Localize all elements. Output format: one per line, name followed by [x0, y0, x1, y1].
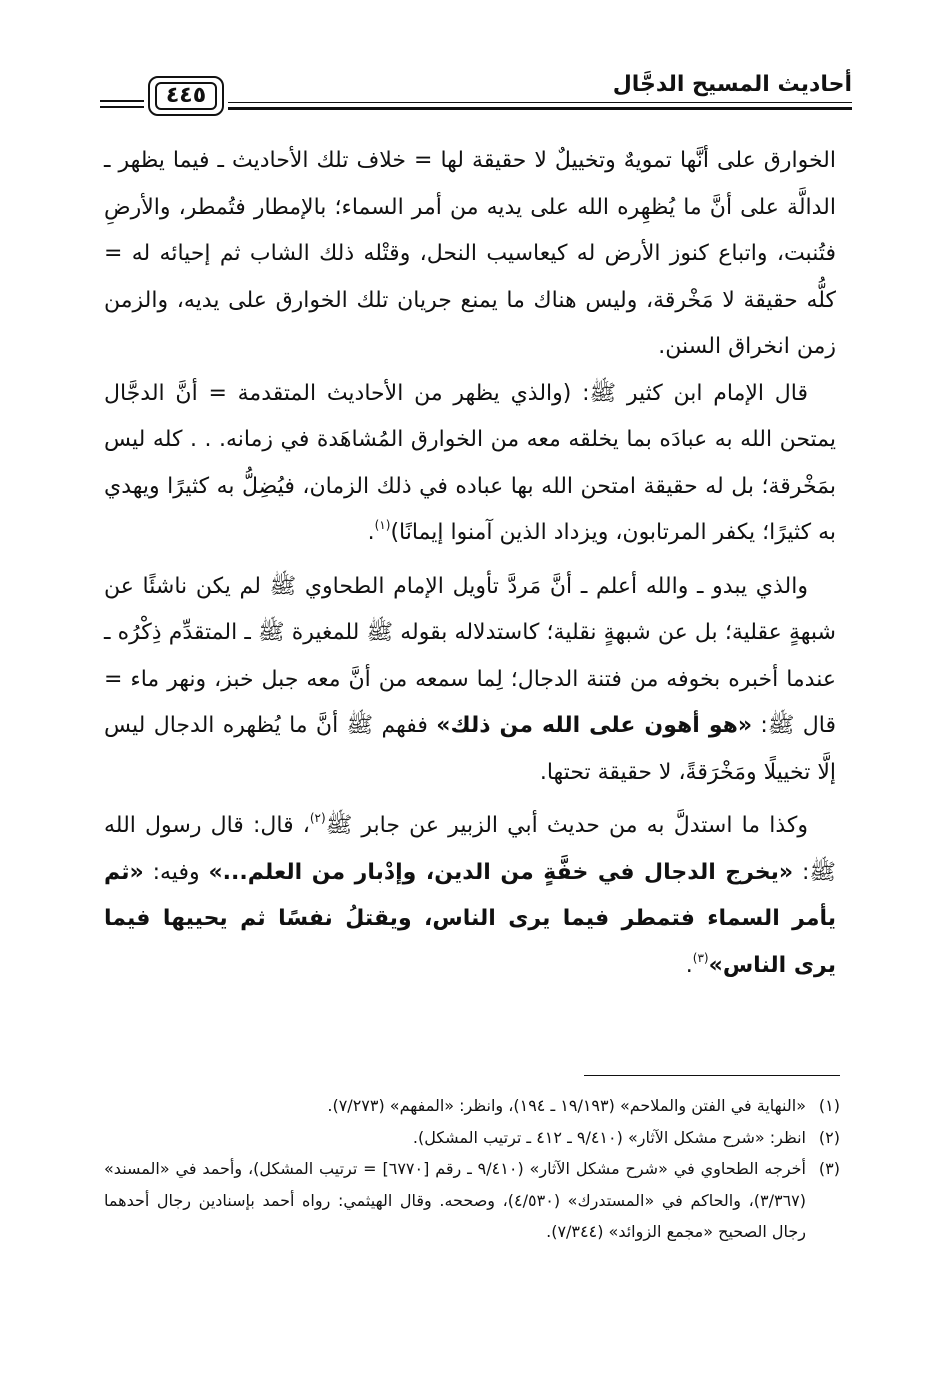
- footnote: [104, 1090, 840, 1122]
- footnote: [104, 1122, 840, 1154]
- running-title: أحاديث المسيح الدجَّال: [612, 72, 852, 97]
- header-rule-right: [228, 102, 852, 110]
- bold-quote: «هو أهون على الله من ذلك»: [436, 713, 753, 738]
- text-run: والذي يبدو ـ والله أعلم ـ أنَّ مَردَّ تأويل الإمام الطحاوي ﷺ لم يكن ناشئًا عن شبهةٍ عقلية؛ بل عن شبهةٍ نقلية؛ كاستدلاله بقوله ﷺ للمغيرة ﷺ ـ المتقدِّم ذِكْرُه ـ عندما أخبره بخوفه من فتنة الدجال؛ لِما سمعه من أنَّ معه جبل خبز، ونهر ماء = قال ﷺ:: [104, 573, 836, 738]
- text-run: وكذا ما استدلَّ به من حديث أبي الزبير عن جابر ﷺ: [325, 813, 808, 838]
- footnote-ref: (٢): [309, 811, 326, 825]
- footnote-text: انظر: «شرح مشكل الآثار» (٩/٤١٠ ـ ٤١٢ ـ ترتيب المشكل).: [412, 1127, 806, 1147]
- footnote-ref: (١): [374, 518, 391, 532]
- footnote-text: أخرجه الطحاوي في «شرح مشكل الآثار» (٩/٤١٠ ـ رقم [٦٧٧٠] = ترتيب المشكل)، وأحمد في «المسند» (٣/٣٦٧)، والحاكم في «المستدرك» (٤/٥٣٠)، وصححه. وقال الهيثمي: رواه أحمد بإسنادين رجال أحدهما رجال الصحيح «مجمع الزوائد» (٧/٣٤٤).: [104, 1159, 806, 1241]
- footnotes: [104, 1090, 840, 1248]
- paragraph: [104, 564, 836, 797]
- footnote: [104, 1153, 840, 1248]
- page-number: ٤٤٥: [155, 82, 217, 110]
- bold-quote: «يخرج الدجال في خفَّةٍ من الدين، وإدْبار من العلم...»: [208, 859, 794, 885]
- footnote-number: (١): [818, 1096, 840, 1115]
- main-text: [104, 138, 836, 989]
- paragraph: [104, 803, 836, 989]
- footnote-number: (٣): [818, 1159, 840, 1178]
- header-rule-left: [100, 100, 144, 108]
- paragraph: [104, 138, 836, 371]
- text-run: وفيه:: [143, 859, 209, 885]
- text-run: .: [685, 952, 693, 978]
- text-run: .: [367, 520, 375, 545]
- page-header: [100, 64, 852, 120]
- footnote-number: (٢): [818, 1127, 840, 1147]
- text-run: ففهم ﷺ أنَّ ما يُظهره الدجال ليس إلَّا تخييلًا ومَخْرَقةً، لا حقيقة تحتها.: [104, 713, 836, 785]
- text-run: قال الإمام ابن كثير ﷺ: (والذي يظهر من الأحاديث المتقدمة = أنَّ الدجَّال يمتحن الله به عبادَه بما يخلقه معه من الخوارق المُشاهَدة في زمانه. . . كله ليس بمَخْرقة؛ بل له حقيقة امتحن الله بها عباده في ذلك الزمان، فيُضِلُّ به كثيرًا ويهدي به كثيرًا؛ يكفر المرتابون، ويزداد الذين آمنوا إيمانًا): [104, 380, 836, 545]
- text-run: الخوارق على أنَّها تمويهٌ وتخييلٌ لا حقيقة لها = خلاف تلك الأحاديث ـ فيما يظهر ـ الدالَّة على أنَّ ما يُظهِره الله على يديه من أمر السماء؛ بالإمطار فتُمطر، والأرضِ فتُنبت، واتباع كنوز الأرض له كيعاسيب النحل، وقتْله ذلك الشاب ثم إحيائه له = كلُّه حقيقة لا مَخْرقة، وليس هناك ما يمنع جريان تلك الخوارق على يديه، والزمن زمن انخراق السنن.: [104, 148, 836, 359]
- footnote-separator: [584, 1075, 840, 1076]
- page-number-frame: [148, 76, 224, 116]
- bold-quote: «ثم يأمر السماء فتمطر فيما يرى الناس، ويقتلُ نفسًا ثم يحييها فيما يرى الناس»: [104, 859, 836, 978]
- footnote-text: «النهاية في الفتن والملاحم» (١٩/١٩٣ ـ ١٩٤)، وانظر: «المفهم» (٧/٢٧٣).: [327, 1096, 806, 1115]
- footnote-ref: (٣): [692, 950, 709, 965]
- text-run: ، قال: قال رسول الله ﷺ:: [104, 813, 836, 885]
- paragraph: [104, 371, 836, 557]
